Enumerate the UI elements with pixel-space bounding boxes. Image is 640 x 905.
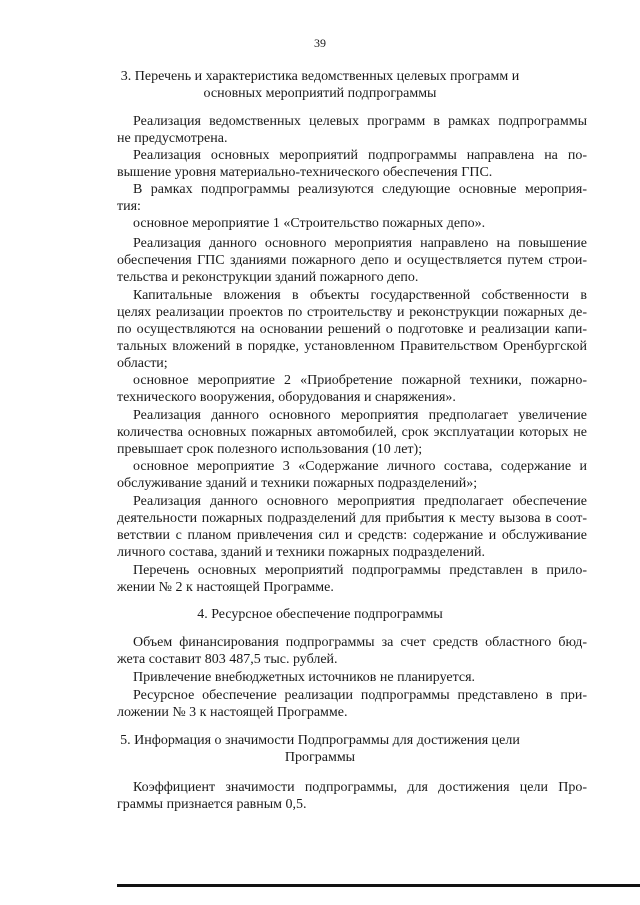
- paragraph-line: Привлечение внебюджетных источников не планируется.: [133, 670, 476, 685]
- paragraph-line: Перечень основных мероприятий подпрограммы представлен в прило-: [133, 563, 587, 578]
- paragraph-line: целях реализации проектов по строительству и реконструкции пожарных де-: [117, 305, 587, 320]
- paragraph-line: области;: [117, 356, 168, 371]
- paragraph-line: личного состава, зданий и техники пожарных подразделений.: [117, 545, 485, 560]
- paragraph-line: Реализация данного основного мероприятия направлено на повышение: [133, 236, 587, 251]
- paragraph-line: деятельности пожарных подразделений для прибытия к месту вызова в соот-: [117, 511, 587, 526]
- paragraph-line: превышает срок полезного использования (10 лет);: [117, 442, 423, 457]
- paragraph-line: ветствии с планом привлечения сил и средств: содержание и обслуживание: [117, 528, 587, 543]
- paragraph-line: Коэффициент значимости подпрограммы, для достижения цели Про-: [133, 780, 587, 795]
- paragraph-line: тальных вложений в порядке, установленном Правительством Оренбургской: [117, 339, 587, 354]
- bottom-rule: [117, 884, 640, 887]
- paragraph-line: тельства и реконструкции зданий пожарного депо.: [117, 270, 419, 285]
- paragraph-line: не предусмотрена.: [117, 131, 228, 146]
- page-number: 39: [314, 36, 326, 50]
- paragraph-line: Ресурсное обеспечение реализации подпрограммы представлено в при-: [133, 688, 587, 703]
- section-heading: 3. Перечень и характеристика ведомственных целевых программ и: [120, 69, 520, 84]
- paragraph-line: обеспечения ГПС зданиями пожарного депо и осуществляется путем строи-: [117, 253, 587, 268]
- paragraph-line: В рамках подпрограммы реализуются следующие основные мероприя-: [133, 182, 587, 197]
- paragraph-line: Реализация данного основного мероприятия предполагает увеличение: [133, 408, 587, 423]
- section-heading: Программы: [284, 750, 356, 765]
- paragraph-line: Объем финансирования подпрограммы за счет средств областного бюд-: [133, 635, 587, 650]
- paragraph-line: основное мероприятие 2 «Приобретение пожарной техники, пожарно-: [133, 373, 587, 388]
- paragraph-line: жета составит 803 487,5 тыс. рублей.: [117, 652, 338, 667]
- paragraph-line: по осуществляются на основании решений о подготовке и реализации капи-: [117, 322, 587, 337]
- paragraph-line: основное мероприятие 3 «Содержание личного состава, содержание и: [133, 459, 587, 474]
- paragraph-line: ложении № 3 к настоящей Программе.: [117, 705, 348, 720]
- paragraph-line: Капитальные вложения в объекты государственной собственности в: [133, 288, 587, 303]
- section-heading: 4. Ресурсное обеспечение подпрограммы: [197, 607, 443, 622]
- paragraph-line: Реализация данного основного мероприятия предполагает обеспечение: [133, 494, 587, 509]
- paragraph-line: обслуживание зданий и техники пожарных подразделений»;: [117, 476, 478, 491]
- paragraph-line: вышение уровня материально-технического обеспечения ГПС.: [117, 165, 493, 180]
- paragraph-line: Реализация основных мероприятий подпрограммы направлена на по-: [133, 148, 587, 163]
- paragraph-line: тия:: [117, 199, 141, 214]
- paragraph-line: количества основных пожарных автомобилей, срок эксплуатации которых не: [117, 425, 587, 440]
- paragraph-line: Реализация ведомственных целевых программ в рамках подпрограммы: [133, 114, 587, 129]
- paragraph-line: граммы признается равным 0,5.: [117, 797, 307, 812]
- section-heading: 5. Информация о значимости Подпрограммы для достижения цели: [120, 733, 520, 748]
- paragraph-line: основное мероприятие 1 «Строительство пожарных депо».: [133, 216, 486, 231]
- section-heading: основных мероприятий подпрограммы: [203, 86, 437, 101]
- paragraph-line: технического вооружения, оборудования и снаряжения».: [117, 390, 456, 405]
- paragraph-line: жении № 2 к настоящей Программе.: [117, 580, 334, 595]
